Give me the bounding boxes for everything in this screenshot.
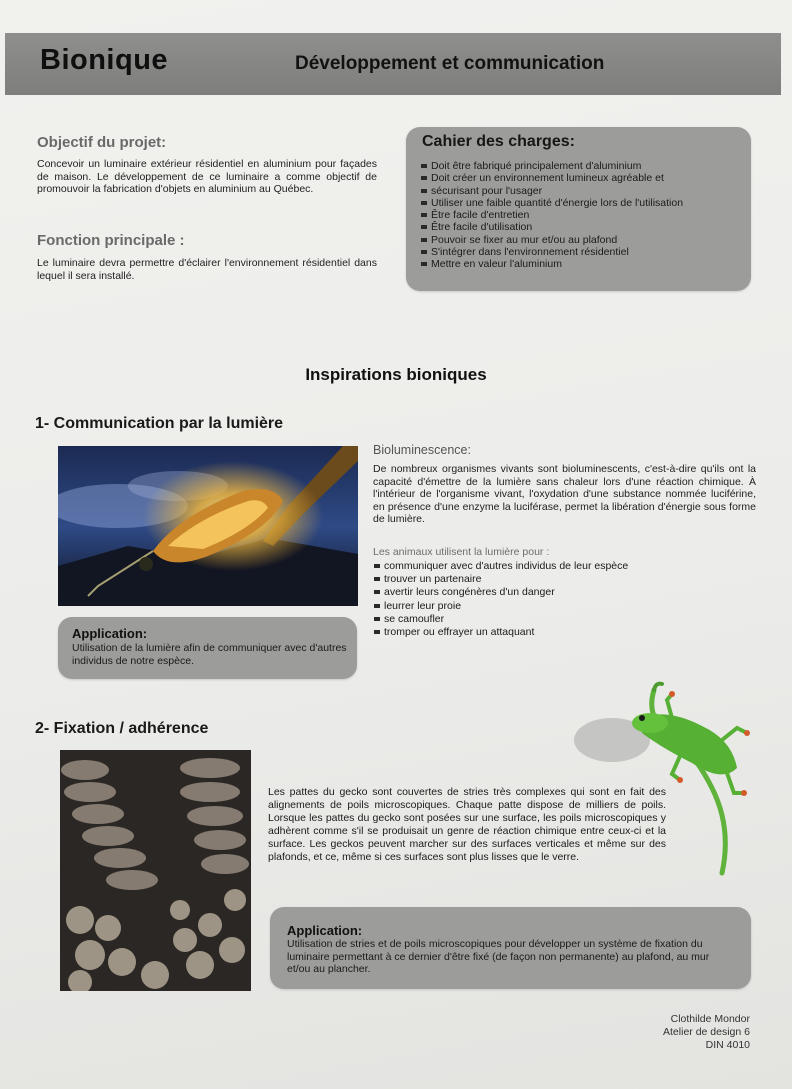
animals-item: trouver un partenaire <box>373 573 628 586</box>
inspirations-title: Inspirations bioniques <box>305 365 487 384</box>
application1-panel <box>58 617 357 679</box>
page-subtitle: Développement et communication <box>295 53 605 74</box>
course-code: DIN 4010 <box>705 1039 750 1051</box>
application1-text: Utilisation de la lumière afin de communiquer avec d'autres individus de notre espèce. <box>72 642 347 667</box>
cahier-item: Doit être fabriqué principalement d'aluminium <box>420 160 683 172</box>
animals-item: leurrer leur proie <box>373 600 628 613</box>
cahier-item: Doit créer un environnement lumineux agréable et <box>420 172 683 184</box>
bioluminescence-text: De nombreux organismes vivants sont bioluminescents, c'est-à-dire qu'ils ont la capacité d'émettre de la lumière sans chaleur lors d'une réaction chimique. À l'intérieur de l'organisme vivant, l'oxydation d'une substance nommée luciférine, en présence d'une enzyme la luciférase, permet la libération d'énergie sous forme de lumière. <box>373 463 756 525</box>
gecko-setae-image <box>60 750 251 991</box>
gecko-foot-photo <box>60 750 251 991</box>
cahier-item: Utiliser une faible quantité d'énergie lors de l'utilisation <box>420 197 683 209</box>
cahier-item: sécurisant pour l'usager <box>420 185 683 197</box>
page-title: Bionique <box>40 44 169 76</box>
author-name: Clothilde Mondor <box>670 1013 750 1025</box>
animals-item: tromper ou effrayer un attaquant <box>373 626 628 639</box>
objectif-text: Concevoir un luminaire extérieur résidentiel en aluminium pour façades de maison. Le développement de ce luminaire a comme objectif de promouvoir la fabrication d'objets en aluminium au Québec. <box>37 158 377 195</box>
cahier-item: Pouvoir se fixer au mur et/ou au plafond <box>420 234 683 246</box>
application1-title: Application: <box>72 626 148 641</box>
cahier-item: Être facile d'utilisation <box>420 221 683 233</box>
animals-item: avertir leurs congénères d'un danger <box>373 586 628 599</box>
course-name: Atelier de design 6 <box>663 1026 750 1038</box>
firefly-image <box>58 446 358 606</box>
cahier-panel <box>406 127 751 291</box>
fonction-heading: Fonction principale : <box>37 232 185 249</box>
cahier-title: Cahier des charges: <box>422 133 575 150</box>
bioluminescence-photo <box>58 446 358 606</box>
cahier-item: S'intégrer dans l'environnement résidentiel <box>420 246 683 258</box>
gecko-text: Les pattes du gecko sont couvertes de stries très complexes qui sont en fait des alignements de poils microscopiques. Chaque patte dispose de milliers de poils. Lorsque les pattes du gecko sont posées sur une surface, les poils microscopiques y adhèrent comme s'il se produisait un genre de réaction chimique entre ceux-ci et la surface. Les geckos peuvent marcher sur des surfaces verticales et même sur des plafonds, et ce, même si ces surfaces sont plus lisses que le verre. <box>268 786 666 863</box>
animals-item: communiquer avec d'autres individus de leur espèce <box>373 560 628 573</box>
bioluminescence-heading: Bioluminescence: <box>373 443 471 457</box>
animals-item: se camoufler <box>373 613 628 626</box>
section1-heading: 1- Communication par la lumière <box>35 415 284 432</box>
section2-heading: 2- Fixation / adhérence <box>35 720 209 737</box>
objectif-heading: Objectif du projet: <box>37 134 167 151</box>
application2-text: Utilisation de stries et de poils microscopiques pour développer un système de fixation du luminaire permettant à ce dernier d'être fixé (de façon non permanente) au plafond, au mur et/ou au plancher. <box>287 938 710 975</box>
credit-block <box>663 1013 750 1052</box>
fonction-text: Le luminaire devra permettre d'éclairer l'environnement résidentiel dans lequel il sera installé. <box>37 257 377 282</box>
animals-list <box>373 560 628 639</box>
cahier-list <box>420 160 683 271</box>
cahier-item: Être facile d'entretien <box>420 209 683 221</box>
cahier-item: Mettre en valeur l'aluminium <box>420 258 683 270</box>
animals-intro: Les animaux utilisent la lumière pour : <box>373 546 550 558</box>
header-banner <box>5 33 781 95</box>
application2-title: Application: <box>287 923 363 938</box>
application2-panel <box>270 907 751 989</box>
